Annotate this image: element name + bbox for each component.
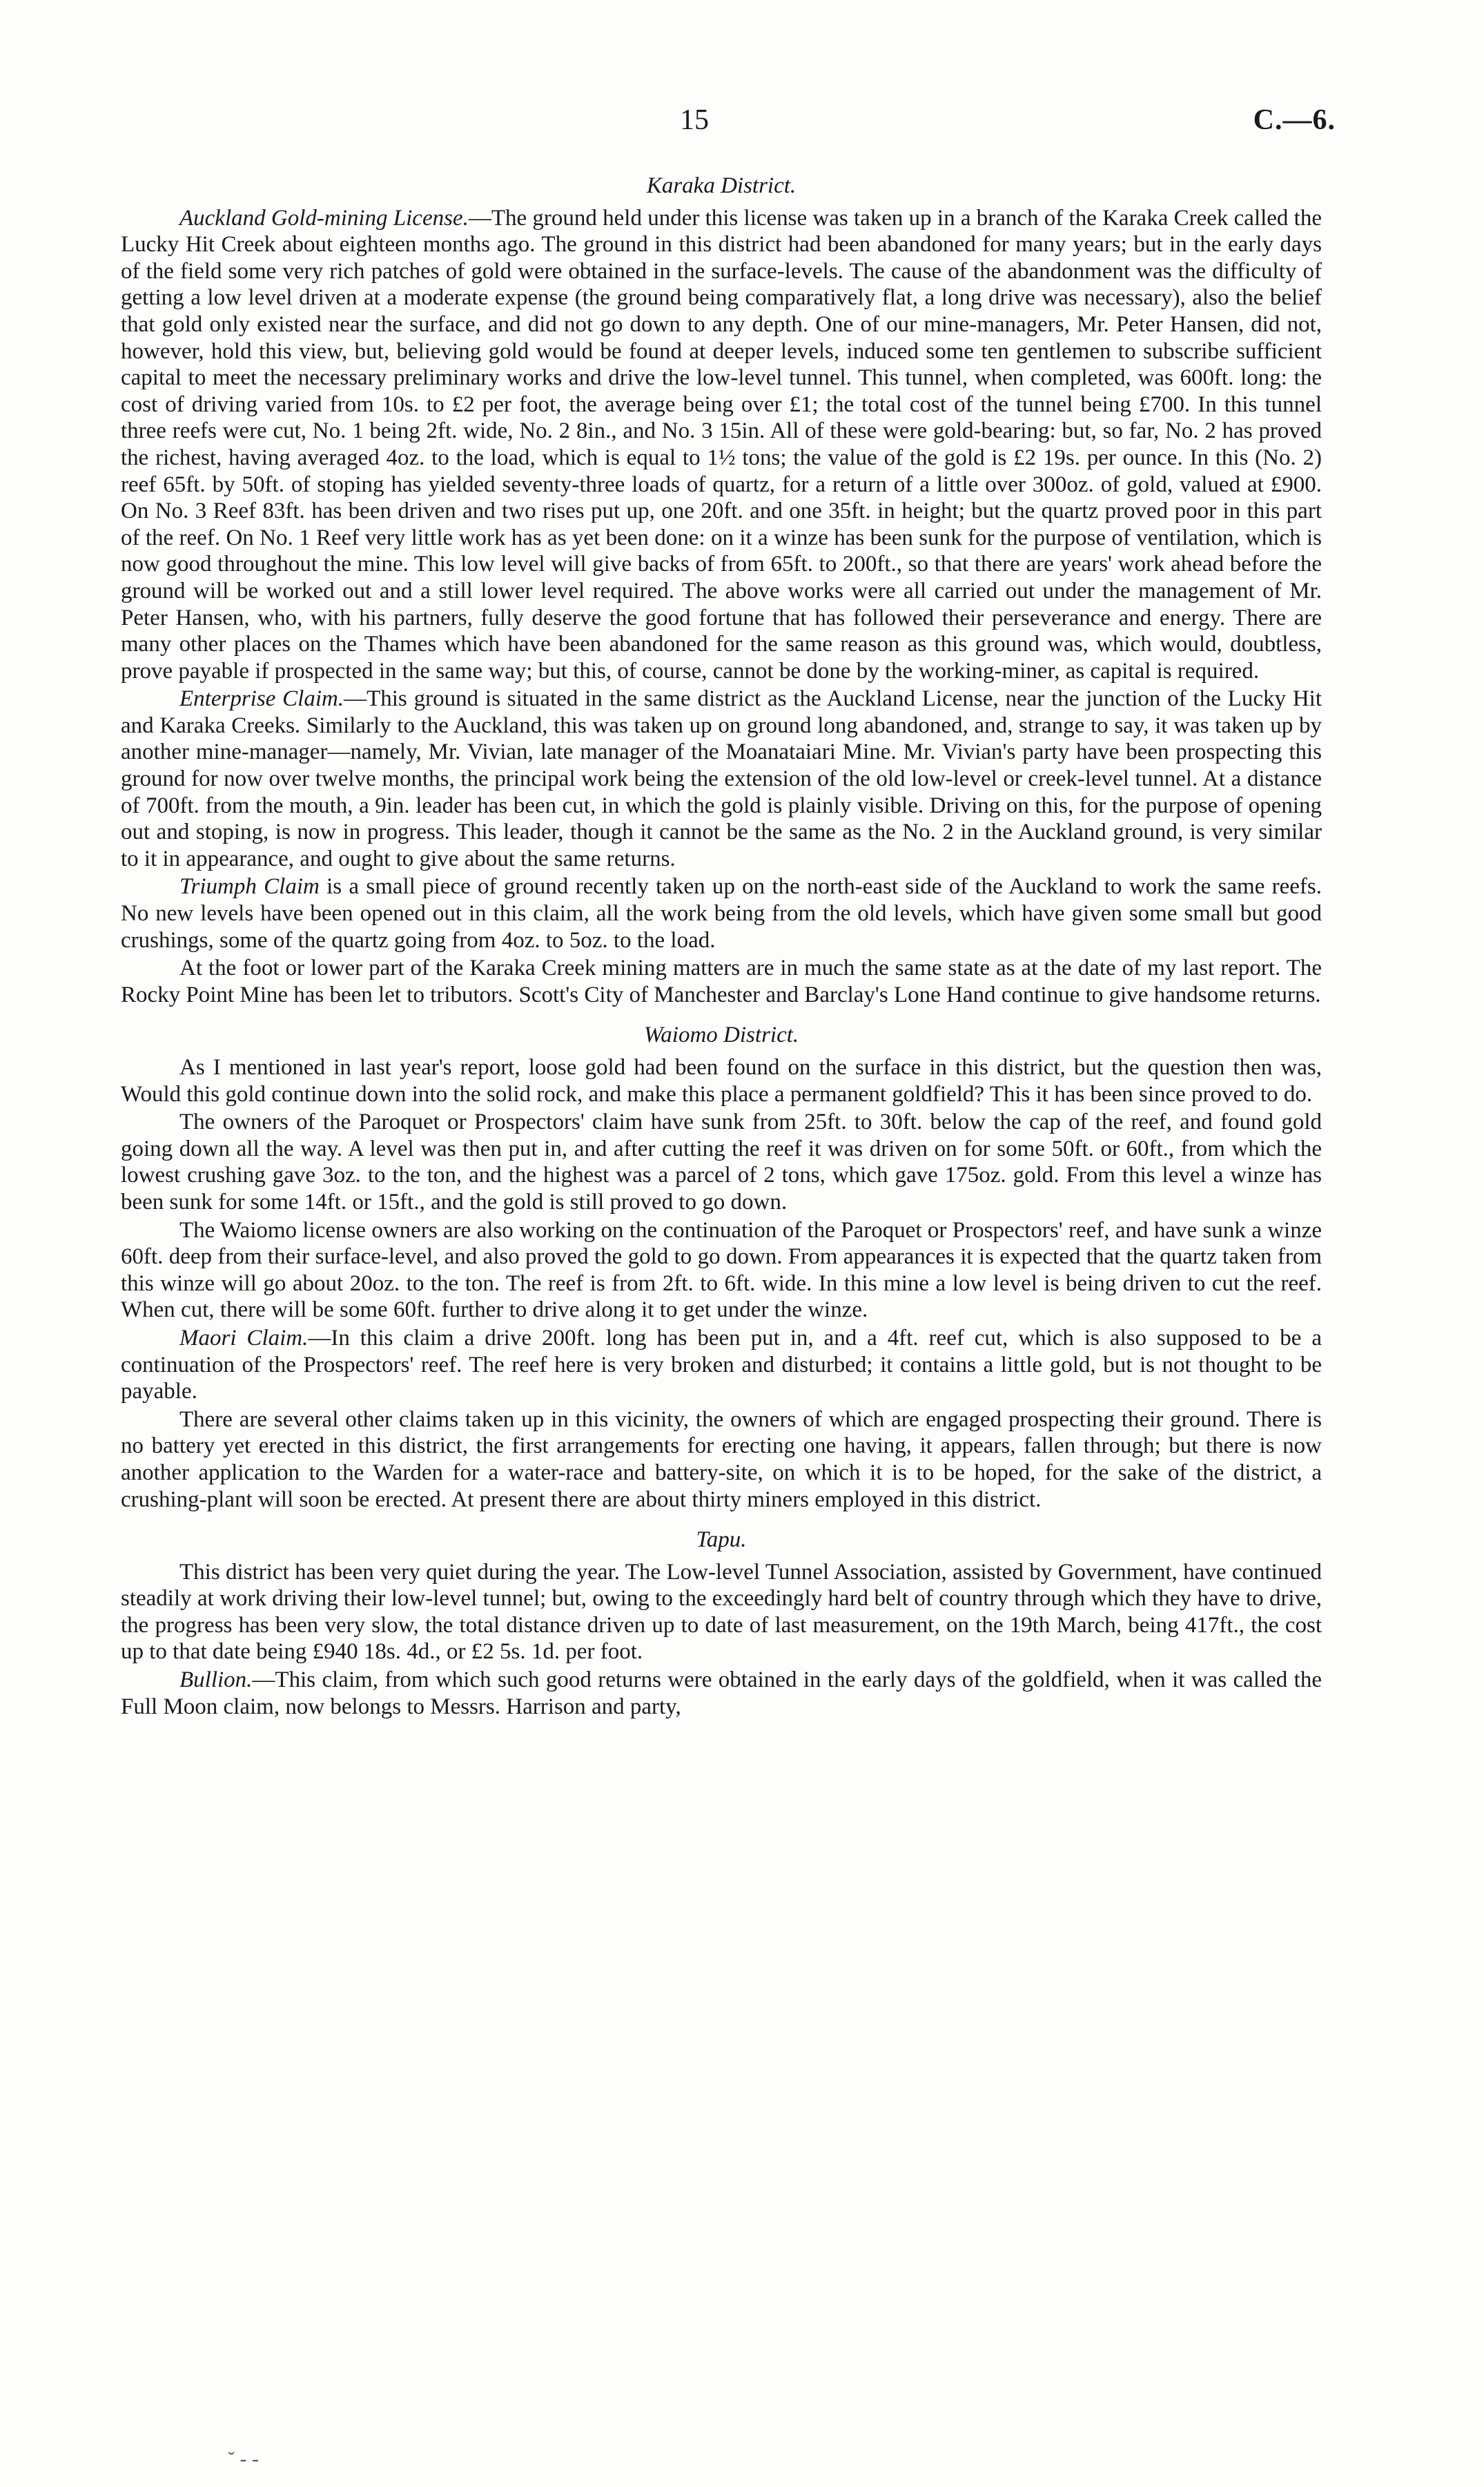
paragraph-text: The Waiomo license owners are also working on the continuation of the Paroquet or Prospectors' reef, and have sunk a winze 60ft. deep from their surface-level, and also proved the gold to go down. From appearances it is expected that the quartz taken from this winze will go about 20oz. to the ton. The reef is from 2ft. to 6ft. wide. In this mine a low level is being driven to cut the reef. When cut, there will be some 60ft. further to drive along it to get under the winze. [121,1217,1322,1323]
paragraph [121,1406,1322,1513]
paragraph-lead: Enterprise Claim. [179,686,344,712]
page-number: 15 [680,104,709,136]
paragraph-text: As I mentioned in last year's report, loose gold had been found on the surface in this district, but the question then was, Would this gold continue down into the solid rock, and make this place a permanent goldfield? This it has been since proved to do. [121,1055,1322,1107]
paragraph-text: —The ground held under this license was taken up in a branch of the Karaka Creek called the Lucky Hit Creek about eighteen months ago. The ground in this district had been abandoned for many years; but in the early days of the field some very rich patches of gold were obtained in the surface-levels. The cause of the abandonment was the difficulty of getting a low level driven at a moderate expense (the ground being comparatively flat, a long drive was necessary), also the belief that gold only existed near the surface, and did not go down to any depth. One of our mine-managers, Mr. Peter Hansen, did not, however, hold this view, but, believing gold would be found at deeper levels, induced some ten gentlemen to subscribe sufficient capital to meet the necessary preliminary works and drive the low-level tunnel. This tunnel, when completed, was 600ft. long: the cost of driving varied from 10s. to £2 per foot, the average being over £1; the total cost of the tunnel being £700. In this tunnel three reefs were cut, No. 1 being 2ft. wide, No. 2 8in., and No. 3 15in. All of these were gold-bearing: but, so far, No. 2 has proved the richest, having averaged 4oz. to the load, which is equal to 1½ tons; the value of the gold is £2 19s. per ounce. In this (No. 2) reef 65ft. by 50ft. of stoping has yielded seventy-three loads of quartz, for a return of a little over 300oz. of gold, valued at £900. On No. 3 Reef 83ft. has been driven and two rises put up, one 20ft. and one 35ft. in height; but the quartz proved poor in this part of the reef. On No. 1 Reef very little work has as yet been done: on it a winze has been sunk for the purpose of ventilation, which is now good throughout the mine. This low level will give backs of from 65ft. to 200ft., so that there are years' work ahead before the ground will be worked out and a still lower level required. The above works were all carried out under the management of Mr. Peter Hansen, who, with his partners, fully deserve the good fortune that has followed their perseverance and energy. There are many other places on the Thames which have been abandoned for the same reason as this ground was, which would, doubtless, prove payable if prospected in the same way; but this, of course, cannot be done by the working-miner, as capital is required. [121,205,1322,684]
document-reference: C.—6. [1253,104,1336,136]
paragraph [121,1667,1322,1720]
paragraph-lead: Maori Claim. [179,1325,309,1351]
paragraph-text: There are several other claims taken up in this vicinity, the owners of which are engaged prospecting their ground. There is no battery yet erected in this district, the first arrangements for erecting one having, it appears, fallen through; but there is now another application to the Warden for a water-race and battery-site, on which it is to be hoped, for the sake of the district, a crushing-plant will soon be erected. At present there are about thirty miners employed in this district. [121,1406,1322,1512]
paragraph-lead: Triumph Claim [179,874,320,900]
section-heading: Waiomo District. [643,1023,799,1048]
page-header [0,104,1484,145]
paragraph [121,1109,1322,1215]
document-body [121,173,1322,1720]
scan-mark: ˘ ‐ ‑ [228,2448,259,2470]
paragraph [121,873,1322,954]
paragraph-lead: Auckland Gold-mining License. [179,205,469,231]
paragraph-text: —In this claim a drive 200ft. long has been put in, and a 4ft. reef cut, which is also supposed to be a continuation of the Prospectors' reef. The reef here is very broken and disturbed; it contains a little gold, but is not thought to be payable. [121,1325,1322,1404]
section-heading: Tapu. [696,1527,747,1553]
paragraph [121,686,1322,872]
paragraph-lead: Bullion. [179,1667,253,1693]
paragraph [121,1054,1322,1107]
paragraph-text: The owners of the Paroquet or Prospectors' claim have sunk from 25ft. to 30ft. below the cap of the reef, and found gold going down all the way. A level was then put in, and after cutting the reef it was driven on for some 50ft. or 60ft., from which the lowest crushing gave 3oz. to the ton, and the highest was a parcel of 2 tons, which gave 175oz. gold. From this level a winze has been sunk for some 14ft. or 15ft., and the gold is still proved to go down. [121,1110,1322,1215]
section-heading: Karaka District. [646,173,797,198]
paragraph-text: —This ground is situated in the same district as the Auckland License, near the junction of the Lucky Hit and Karaka Creeks. Similarly to the Auckland, this was taken up on ground long abandoned, and, strange to say, it was taken up by another mine-manager—namely, Mr. Vivian, late manager of the Moanataiari Mine. Mr. Vivian's party have been prospecting this ground for now over twelve months, the principal work being the extension of the old low-level or creek-level tunnel. At a distance of 700ft. from the mouth, a 9in. leader has been cut, in which the gold is plainly visible. Driving on this, for the purpose of opening out and stoping, is now in progress. This leader, though it cannot be the same as the No. 2 in the Auckland ground, is very similar to it in appearance, and ought to give about the same returns. [121,686,1322,871]
paragraph-text: At the foot or lower part of the Karaka Creek mining matters are in much the same state as at the date of my last report. The Rocky Point Mine has been let to tributors. Scott's City of Manchester and Barclay's Lone Hand continue to give handsome returns. [121,956,1322,1007]
paragraph [121,955,1322,1008]
paragraph [121,1559,1322,1665]
paragraph [121,1325,1322,1405]
paragraph [121,205,1322,685]
paragraph-text: —This claim, from which such good returns were obtained in the early days of the goldfield, when it was called the Full Moon claim, now belongs to Messrs. Harrison and party, [121,1667,1322,1719]
paragraph-text: is a small piece of ground recently taken up on the north-east side of the Auckland to work the same reefs. No new levels have been opened out in this claim, all the work being from the old levels, which have given some small but good crushings, some of the quartz going from 4oz. to 5oz. to the load. [121,874,1322,953]
paragraph [121,1217,1322,1324]
paragraph-text: This district has been very quiet during the year. The Low-level Tunnel Association, assisted by Government, have continued steadily at work driving their low-level tunnel; but, owing to the exceedingly hard belt of country through which they have to drive, the progress has been very slow, the total distance driven up to date of last measurement, on the 19th March, being 417ft., the cost up to that date being £940 18s. 4d., or £2 5s. 1d. per foot. [121,1559,1322,1665]
